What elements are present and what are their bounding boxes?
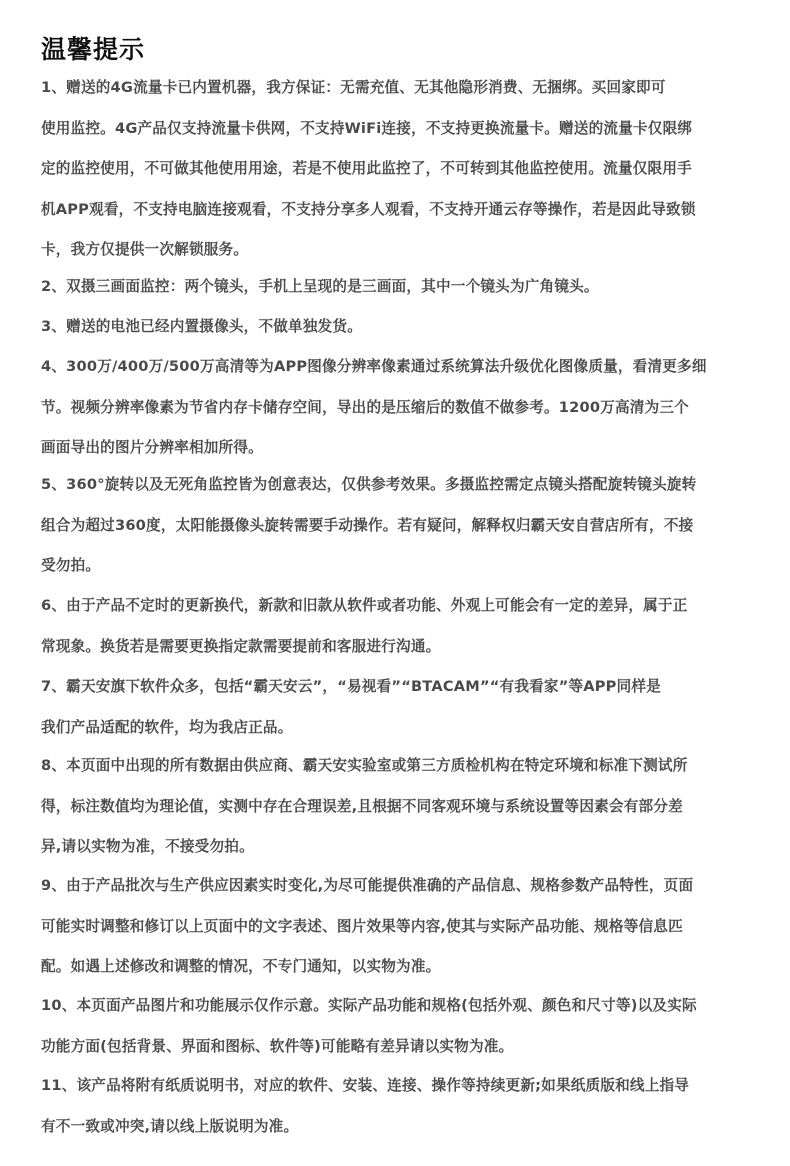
notice-item-3 [41, 307, 761, 348]
notice-line: 组合为超过360度，太阳能摄像头旋转需要手动操作。若有疑问，解释权归霸天安自营店所有，不接 [41, 516, 694, 534]
notice-line: 6、由于产品不定时的更新换代，新款和旧款从软件或者功能、外观上可能会有一定的差异，属于正 [41, 597, 688, 614]
notice-line: 得，标注数值均为理论值，实测中存在合理误差,且根据不同客观环境与系统设置等因素会有部分差 [41, 797, 683, 815]
notice-item-6 [41, 586, 761, 667]
notice-line: 8、本页面中出现的所有数据由供应商、霸天安实验室或第三方质检机构在特定环境和标准下测试所 [41, 757, 688, 774]
notice-line: 7、霸天安旗下软件众多，包括“霸天安云”，“易视看”“BTACAM”“有我看家”等APP同样是 [41, 678, 661, 695]
notice-line: 可能实时调整和修订以上页面中的文字表述、图片效果等内容,使其与实际产品功能、规格等信息匹 [41, 917, 683, 935]
notice-line: 常现象。换货若是需要更换指定款需要提前和客服进行沟通。 [41, 637, 441, 655]
notice-item-2 [41, 267, 761, 308]
notice-item-5 [41, 465, 761, 587]
notice-line: 配。如遇上述修改和调整的情况，不专门通知，以实物为准。 [41, 958, 441, 975]
notice-item-8 [41, 746, 761, 868]
notice-line: 有不一致或冲突,请以线上版说明为准。 [41, 1117, 299, 1135]
notice-line: 4、300万/400万/500万高清等为APP图像分辨率像素通过系统算法升级优化图像质量，看清更多细 [41, 358, 707, 375]
notice-item-1 [41, 68, 761, 271]
notice-line: 卡，我方仅提供一次解锁服务。 [41, 241, 249, 258]
notice-line: 5、360°旋转以及无死角监控皆为创意表达，仅供参考效果。多摄监控需定点镜头搭配旋转镜头旋转 [41, 476, 697, 493]
notice-line: 定的监控使用，不可做其他使用用途，若是不使用此监控了，不可转到其他监控使用。流量仅限用手 [41, 160, 692, 177]
notice-item-11 [41, 1066, 761, 1147]
page-title: 温馨提示 [41, 35, 146, 64]
notice-line: 画面导出的图片分辨率相加所得。 [41, 439, 263, 456]
notice-line: 3、赠送的电池已经内置摄像头，不做单独发货。 [41, 318, 363, 335]
notice-line: 使用监控。4G产品仅支持流量卡供网，不支持WiFi连接，不支持更换流量卡。赠送的流量卡仅限绑 [41, 119, 693, 137]
notice-line: 1、赠送的4G流量卡已内置机器，我方保证：无需充值、无其他隐形消费、无捆绑。买回家即可 [41, 79, 666, 96]
notice-line: 节。视频分辨率像素为节省内存卡储存空间，导出的是压缩后的数值不做参考。1200万高清为三个 [41, 398, 689, 416]
notice-line: 功能方面(包括背景、界面和图标、软件等)可能略有差异请以实物为准。 [41, 1037, 514, 1055]
notice-line: 2、双摄三画面监控：两个镜头，手机上呈现的是三画面，其中一个镜头为广角镜头。 [41, 278, 599, 295]
notice-line: 机APP观看，不支持电脑连接观看，不支持分享多人观看，不支持开通云存等操作，若是因此导致锁 [41, 200, 696, 218]
notice-line: 9、由于产品批次与生产供应因素实时变化,为尽可能提供准确的产品信息、规格参数产品特性，页面 [41, 877, 694, 894]
notice-line: 我们产品适配的软件，均为我店正品。 [41, 718, 293, 736]
notice-line: 10、本页面产品图片和功能展示仅作示意。实际产品功能和规格(包括外观、颜色和尺寸等)以及实际 [41, 997, 697, 1014]
notice-item-9 [41, 866, 761, 988]
notice-item-7 [41, 667, 761, 748]
notice-item-10 [41, 986, 761, 1067]
notice-line: 受勿拍。 [41, 557, 101, 574]
notice-item-4 [41, 347, 761, 469]
notice-line: 异,请以实物为准，不接受勿拍。 [41, 838, 254, 855]
notice-line: 11、该产品将附有纸质说明书，对应的软件、安装、连接、操作等持续更新;如果纸质版和线上指导 [41, 1077, 690, 1094]
